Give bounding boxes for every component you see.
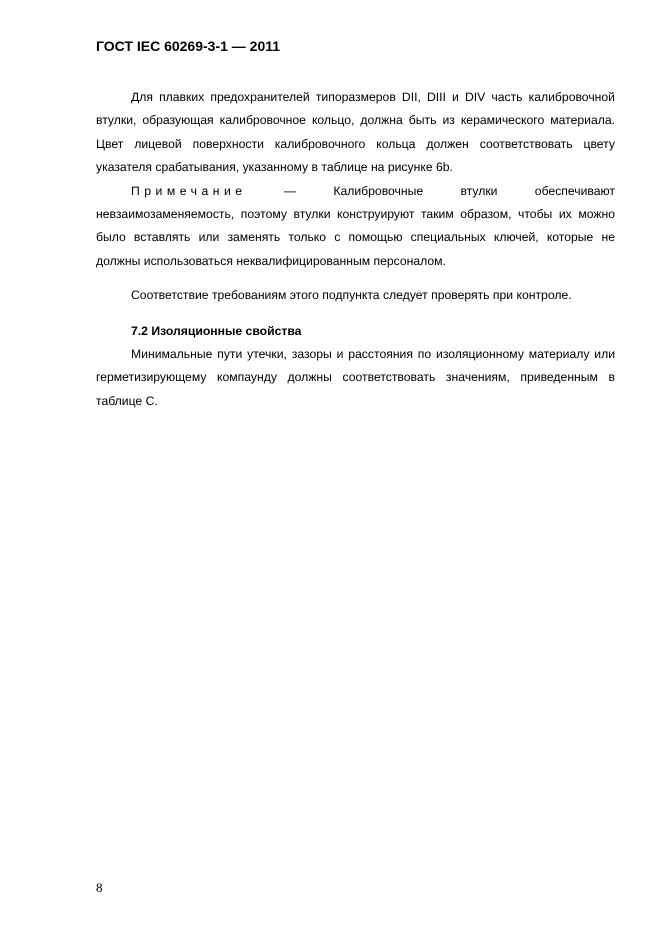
section-heading: 7.2 Изоляционные свойства — [131, 323, 302, 338]
note-paragraph — [96, 180, 615, 274]
note-text: — Калибровочные втулки обеспечивают невзаимозаменяемость, поэтому втулки конструируют таким образом, чтобы их можно было вставлять или заменять только с помощью специальных ключей, которые не должны использоваться неквалифицированным персоналом. — [96, 183, 615, 268]
paragraph-insulation: Минимальные пути утечки, зазоры и расстояния по изоляционному материалу или герметизирующему компаунду должны соответствовать значениям, приведенным в таблице С. — [96, 347, 615, 408]
page-number: 8 — [96, 880, 103, 895]
document-body — [96, 86, 615, 413]
document-header: ГОСТ IEC 60269-3-1 — 2011 — [96, 38, 281, 54]
note-label: Примечание — [131, 183, 247, 198]
paragraph-calibration-ring: Для плавких предохранителей типоразмеров DII, DIII и DIV часть калибровочной втулки, образующая калибровочное кольцо, должна быть из керамического материала. Цвет лицевой поверхности калибровочного кольца должен соответствовать цвету указателя срабатывания, указанному в таблице на рисунке 6b. — [96, 90, 615, 175]
paragraph-compliance: Соответствие требованиям этого подпункта следует проверять при контроле. — [131, 288, 572, 303]
